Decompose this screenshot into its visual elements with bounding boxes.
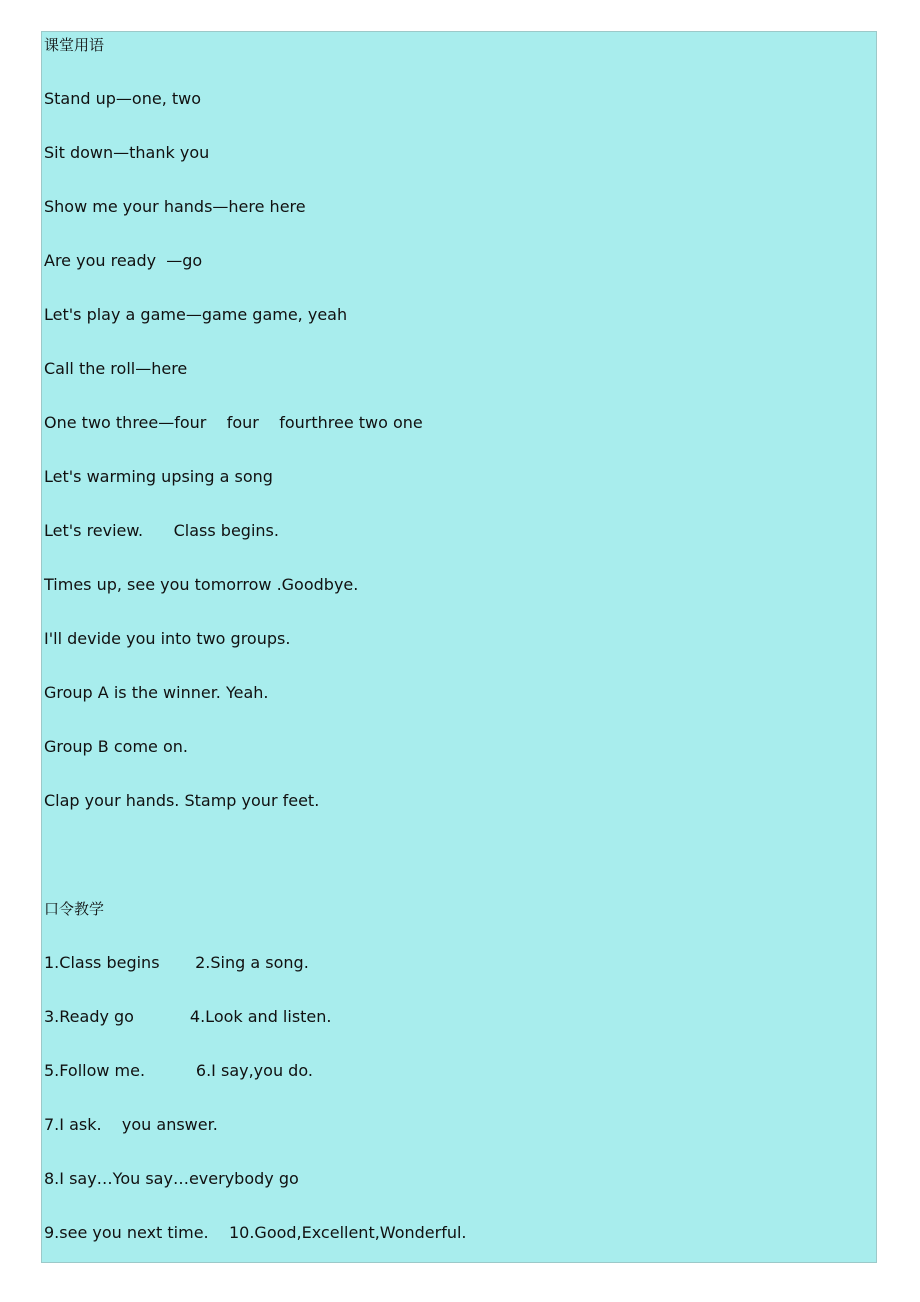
phrase-line: Are you ready —go bbox=[44, 251, 203, 270]
phrase-line: One two three—four four fourthree two one bbox=[44, 413, 423, 432]
phrase-line: Group A is the winner. Yeah. bbox=[44, 683, 269, 702]
phrase-line: Clap your hands. Stamp your feet. bbox=[44, 791, 320, 810]
command-line: 8.I say…You say…everybody go bbox=[44, 1169, 299, 1188]
phrase-line: Sit down—thank you bbox=[44, 143, 210, 162]
phrase-line: Let's review. Class begins. bbox=[44, 521, 279, 540]
phrase-line: Let's warming upsing a song bbox=[44, 467, 273, 486]
command-line: 1.Class begins 2.Sing a song. bbox=[44, 953, 309, 972]
phrase-line: I'll devide you into two groups. bbox=[44, 629, 291, 648]
command-line: 7.I ask. you answer. bbox=[44, 1115, 218, 1134]
command-line: 5.Follow me. 6.I say,you do. bbox=[44, 1061, 313, 1080]
section-heading-classroom-phrases: 课堂用语 bbox=[44, 36, 105, 54]
phrase-line: Show me your hands—here here bbox=[44, 197, 306, 216]
phrase-line: Call the roll—here bbox=[44, 359, 188, 378]
phrase-line: Let's play a game—game game, yeah bbox=[44, 305, 348, 324]
command-line: 9.see you next time. 10.Good,Excellent,Wonderful. bbox=[44, 1223, 467, 1242]
highlighted-text-block bbox=[41, 31, 877, 1263]
phrase-line: Group B come on. bbox=[44, 737, 188, 756]
phrase-line: Stand up—one, two bbox=[44, 89, 202, 108]
section-heading-command-teaching: 口令教学 bbox=[44, 900, 105, 918]
phrase-line: Times up, see you tomorrow .Goodbye. bbox=[44, 575, 359, 594]
command-line: 3.Ready go 4.Look and listen. bbox=[44, 1007, 332, 1026]
